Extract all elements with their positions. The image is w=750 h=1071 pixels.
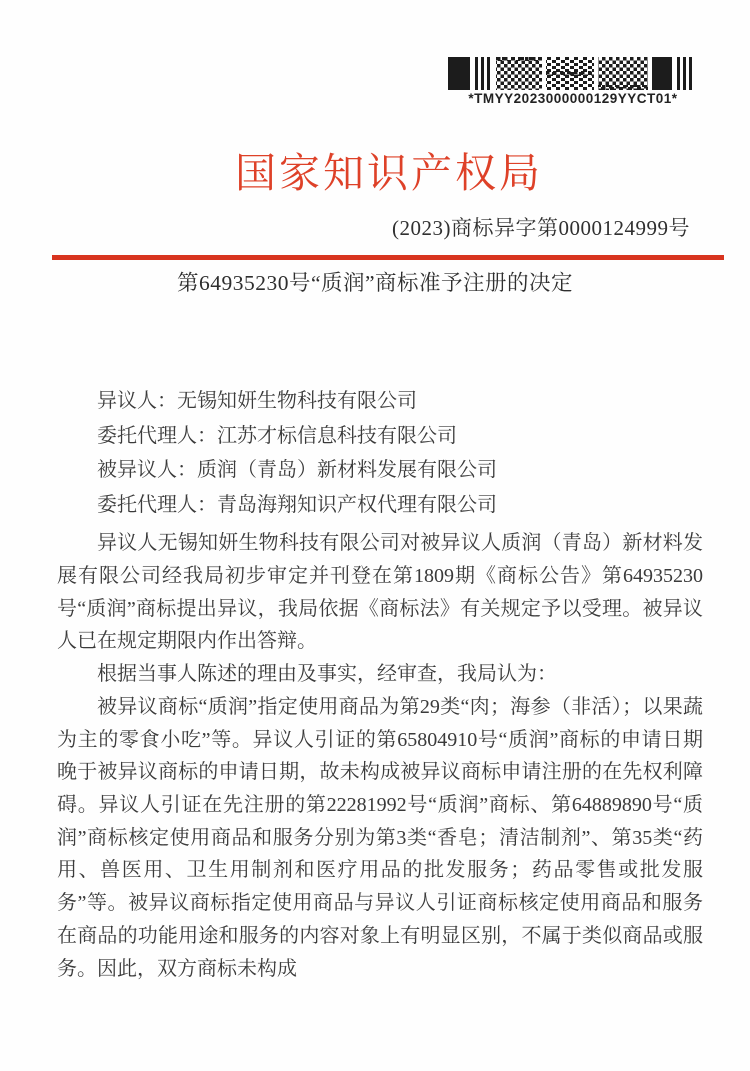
party-line-opponent-agent: 委托代理人：江苏才标信息科技有限公司 bbox=[97, 424, 457, 447]
red-divider-rule bbox=[52, 255, 724, 260]
decision-title: 第64935230号“质润”商标准予注册的决定 bbox=[176, 271, 574, 295]
party-line-respondent-agent: 委托代理人：青岛海翔知识产权代理有限公司 bbox=[97, 493, 497, 516]
party-line-respondent: 被异议人：质润（青岛）新材料发展有限公司 bbox=[97, 459, 497, 482]
body-paragraph-3: 被异议商标“质润”指定使用商品为第29类“肉；海参（非活）；以果蔬为主的零食小吃”等。异议人引证的第65804910号“质润”商标的申请日期晚于被异议商标的申请日期，故未构成被异议商标申请注册的在先权利障碍。异议人引证在先注册的第22281992号“质润”商标、第64889890号“质润”商标核定使用商品和服务分别为第3类“香皂；清洁制剂”、第35类“药用、兽医用、卫生用制剂和医疗用品的批发服务；药品零售或批发服务”等。被异议商标指定使用商品与异议人引证商标核定使用商品和服务在商品的功能用途和服务的内容对象上有明显区别，不属于类似商品或服务。因此，双方商标未构成 bbox=[57, 695, 703, 980]
agency-title: 国家知识产权局 bbox=[235, 150, 543, 196]
barcode-block bbox=[448, 57, 698, 106]
party-line-opponent: 异议人：无锡知妍生物科技有限公司 bbox=[97, 390, 417, 412]
barcode-text: *TMYY2023000000129YYCT01* bbox=[468, 91, 678, 106]
doc-number: (2023)商标异字第0000124999号 bbox=[392, 216, 690, 240]
body-paragraph-1: 异议人无锡知妍生物科技有限公司对被异议人质润（青岛）新材料发展有限公司经我局初步审定并刊登在第1809期《商标公告》第64935230号“质润”商标提出异议，我局依据《商标法》有关规定予以受理。被异议人已在规定期限内作出答辩。 bbox=[57, 532, 703, 653]
barcode-icon bbox=[448, 57, 698, 90]
document-body bbox=[57, 384, 703, 985]
body-paragraph-2: 根据当事人陈述的理由及事实，经审查，我局认为： bbox=[97, 663, 557, 686]
